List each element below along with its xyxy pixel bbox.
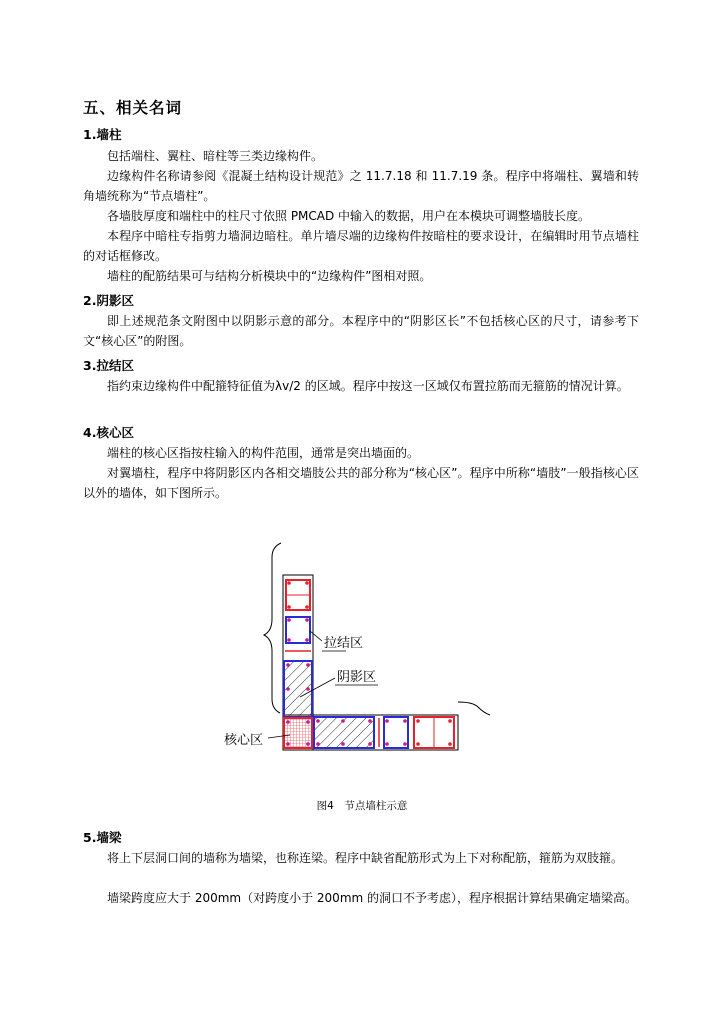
paragraph: 包括端柱、翼柱、暗柱等三类边缘构件。 <box>107 149 324 163</box>
heading-wall-column: 1.墙柱 <box>83 127 122 142</box>
paragraph: 墙梁跨度应大于 200mm（对跨度小于 200mm 的洞口不予考虑），程序根据计算结果确定墙梁高。 <box>107 891 638 905</box>
label-tie-zone: 拉结区 <box>324 636 364 651</box>
vertical-wall-brace <box>264 543 281 713</box>
paragraph: 端柱的核心区指按柱输入的构件范围，通常是突出墙面的。 <box>107 446 420 460</box>
paragraph: 对翼墙柱，程序中将阴影区内各相交墙肢公共的部分称为“核心区”。程序中所称“墙肢”一般指核心区以外的墙体，如下图所示。 <box>83 466 639 500</box>
heading-core-zone: 4.核心区 <box>83 425 134 440</box>
leader-tie-zone <box>310 631 322 641</box>
heading-wall-beam: 5.墙梁 <box>83 830 122 845</box>
heading-tie-zone: 3.拉结区 <box>83 358 134 373</box>
paragraph: 各墙肢厚度和端柱中的柱尺寸依照 PMCAD 中输入的数据，用户在本模块可调整墙肢长度。 <box>107 209 591 223</box>
node-wall-column-diagram <box>218 539 498 757</box>
paragraph: 即上述规范条文附图中以阴影示意的部分。本程序中的“阴影区长”不包括核心区的尺寸，请参考下文“核心区”的附图。 <box>83 314 639 348</box>
paragraph: 墙柱的配筋结果可与结构分析模块中的“边缘构件”图相对照。 <box>107 269 432 283</box>
heading-shadow-zone: 2.阴影区 <box>83 293 134 308</box>
paragraph: 本程序中暗柱专指剪力墙洞边暗柱。单片墙尽端的边缘构件按暗柱的要求设计，在编辑时用节点墙柱的对话框修改。 <box>83 229 639 263</box>
section-title: 五、相关名词 <box>83 99 183 117</box>
figure-caption: 图4 节点墙柱示意 <box>316 800 408 812</box>
paragraph: 将上下层洞口间的墙称为墙梁，也称连梁。程序中缺省配筋形式为上下对称配筋，箍筋为双肢箍。 <box>107 851 624 865</box>
label-shadow-zone: 阴影区 <box>337 670 377 685</box>
paragraph: 指约束边缘构件中配箍特征值为λv/2 的区域。程序中按这一区域仅布置拉筋而无箍筋的情况计算。 <box>107 379 629 393</box>
label-core-zone: 核心区 <box>224 733 264 748</box>
horizontal-wall-brace <box>458 702 490 715</box>
paragraph: 边缘构件名称请参阅《混凝土结构设计规范》之 11.7.18 和 11.7.19 条。程序中将端柱、翼墙和转角墙统称为“节点墙柱”。 <box>83 169 639 203</box>
